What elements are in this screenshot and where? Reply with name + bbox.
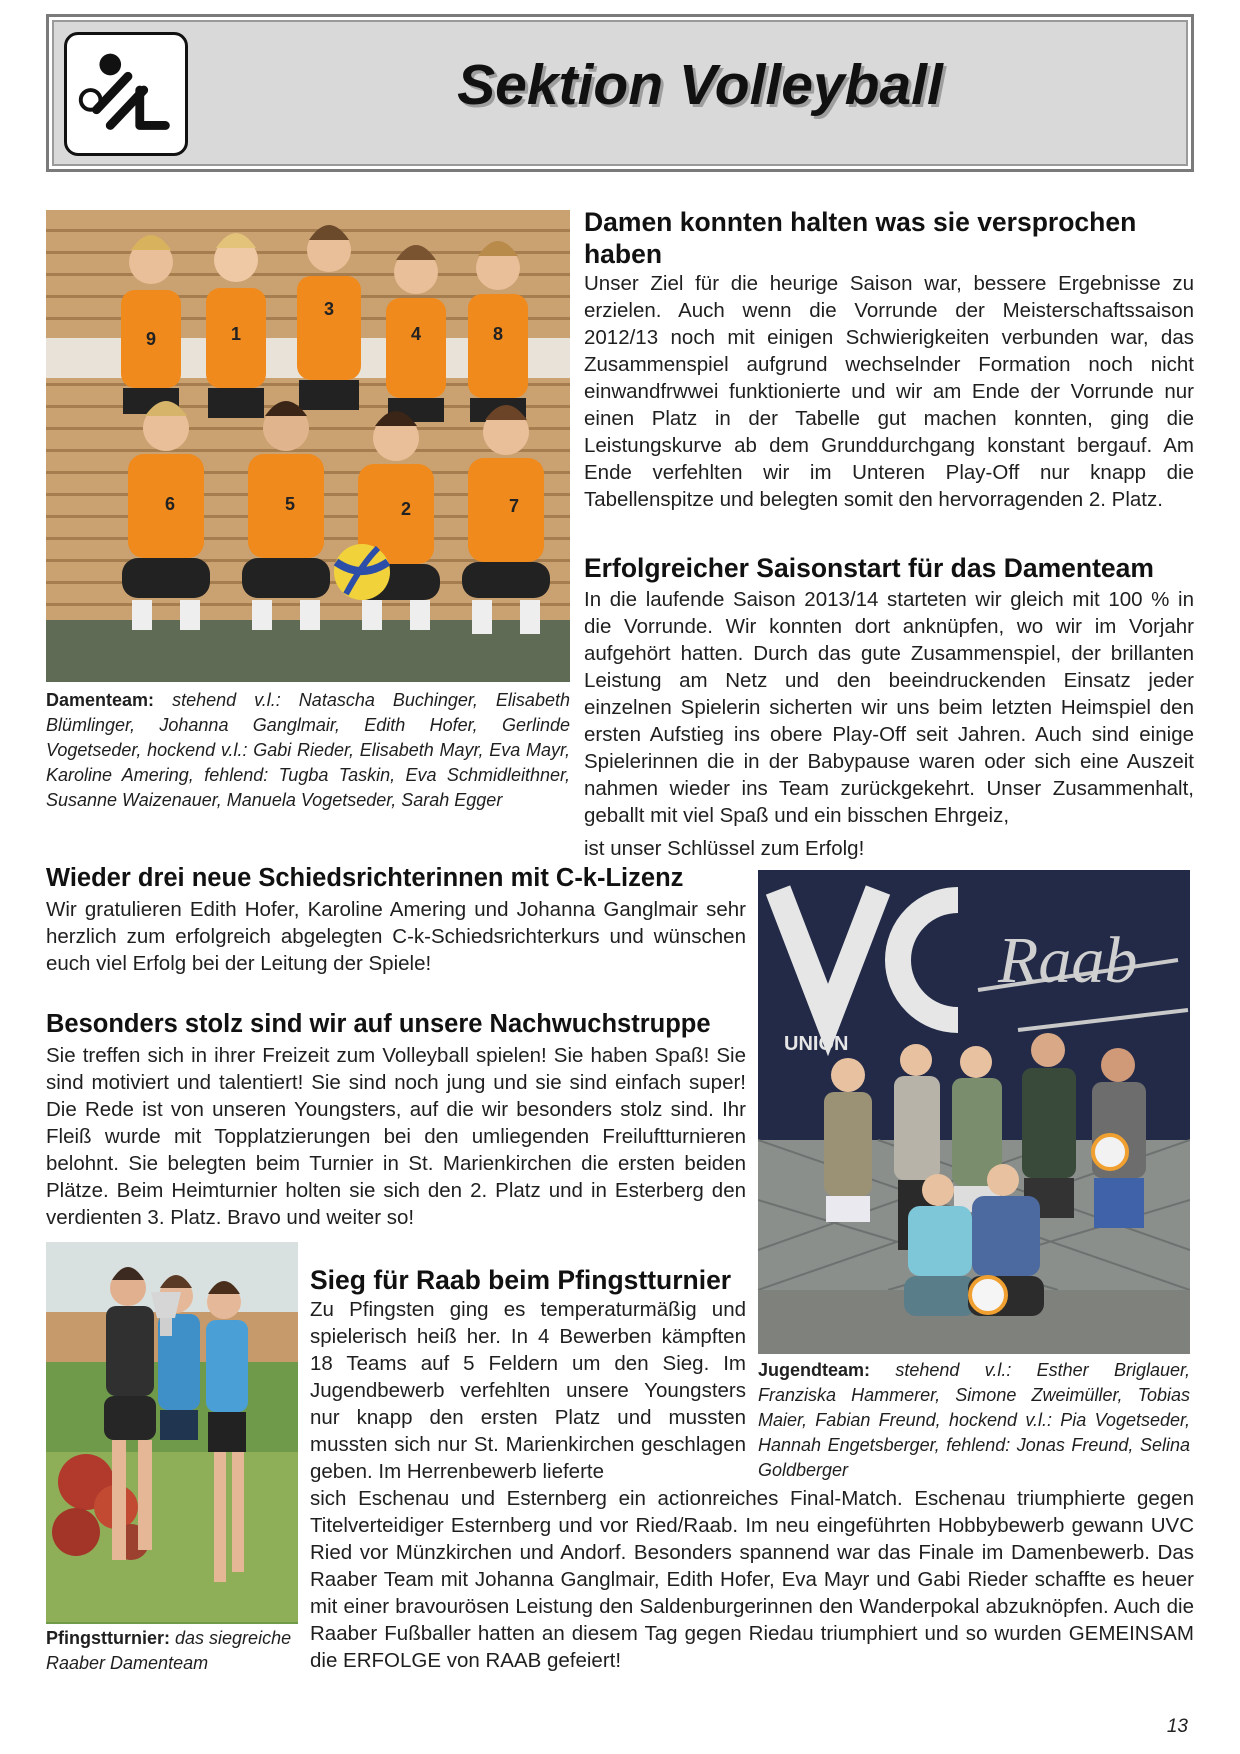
article-title-saisonstart: Erfolgreicher Saisonstart für das Damenteam <box>584 553 1154 583</box>
damenteam-photo <box>46 210 570 682</box>
caption-label: Jugendteam: <box>758 1360 871 1380</box>
page-title: Sektion Volleyball <box>457 53 943 117</box>
article-body-damen: Unser Ziel für die heurige Saison war, bessere Ergebnisse zu erzielen. Auch wenn die Vorrunde der Meisterschaftssaison 2012/13 noch mit einigen Schwierigkeiten verbunden war, das Zusammenspiel aufgrund wechselnder Formation noch nicht einwandfrwwei funktionierte und wir am Ende der Vorrunde nur einen Platz in der Tabelle gut machen konnten, ging die Leistungskurve ab dem Grunddurchgang konstant bergauf. Am Ende verfehlten wir im Unteren Play-Off nur knapp die Tabellenspitze und belegten somit den hervorragenden 2. Platz. <box>584 272 1194 511</box>
volleyball-player-icon <box>64 32 188 156</box>
caption-text: das siegreiche Raaber Damenteam <box>46 1628 292 1673</box>
damenteam-caption <box>46 688 570 813</box>
article-title-schiedsrichter: Wieder drei neue Schiedsrichterinnen mit C-k-Lizenz <box>46 864 684 892</box>
jersey-number: 1 <box>230 324 242 344</box>
article-title-damen: Damen konnten halten was sie versprochen haben <box>584 207 1137 269</box>
jersey-number: 2 <box>400 499 412 519</box>
jersey-number: 7 <box>508 496 520 516</box>
jugendteam-caption <box>758 1358 1190 1483</box>
banner-union-text: UNION <box>784 1033 849 1055</box>
article-body-saisonstart-end: ist unser Schlüssel zum Erfolg! <box>584 837 865 860</box>
article-body-pfingst-narrow: Zu Pfingsten ging es temperaturmäßig und spielerisch heiß her. In 4 Bewerben kämpften 18 Teams auf 5 Feldern um den Sieg. Im Jugendbewerb verfehlten unsere Youngsters nur knapp den ersten Platz und mussten mussten sich nur St. Marienkirchen geschlagen geben. Im Herrenbewerb lieferte <box>310 1298 746 1483</box>
caption-text: stehend v.l.: Esther Briglauer, Franziska Hammerer, Simone Zweimüller, Tobias Maier, Fabian Freund, hockend v.l.: Pia Vogetseder, Hannah Engetsberger, fehlend: Jonas Freund, Selina Goldberger <box>758 1360 1190 1480</box>
banner-vc-text: VC <box>768 870 770 871</box>
article-body-nachwuchs: Sie treffen sich in ihrer Freizeit zum Volleyball spielen! Sie haben Spaß! Sie sind motiviert und talentiert! Sie sind noch jung und sie sind einfach super! Die Rede ist von unseren Youngsters, auf die wir besonders stolz sind. Ihr Fleiß wurde mit Topplatzierungen bei den umliegenden Freiluftturnieren belohnt. Sie belegten beim Turnier in St. Marienkirchen die ersten beiden Plätze. Beim Heimturnier holten sie sich den 2. Platz und in Esterberg den verdienten 3. Platz. Bravo und weiter so! <box>46 1044 746 1229</box>
caption-label: Pfingstturnier: <box>46 1628 170 1648</box>
jersey-number: 5 <box>284 494 296 514</box>
jersey-number: 6 <box>164 494 176 514</box>
caption-label: Damenteam: <box>46 690 155 710</box>
article-body-pfingst-wide: sich Eschenau und Esternberg ein actionreiches Final-Match. Eschenau triumphierte gegen Titelverteidiger Esternberg und vor Ried/Raab. Im neu eingeführten Hobbybewerb gewann UVC Ried vor Münzkirchen und Andorf. Besonders spannend war das Finale im Damenbewerb. Das Raaber Team mit Johanna Ganglmair, Edith Hofer, Eva Mayr und Gabi Rieder schaffte es heuer mit einer bravourösen Leistung den Saldenburgerinnen den Wanderpokal abzuknöpfen. Auch die Raaber Fußballer hatten an diesem Tag gegen Riedau triumphiert und so wurden GEMEINSAM die ERFOLGE von RAAB gefeiert! <box>310 1487 1194 1672</box>
pfingstturnier-caption <box>46 1626 300 1676</box>
page-number: 13 <box>1166 1716 1188 1737</box>
jersey-number: 9 <box>145 329 157 349</box>
jersey-number: 4 <box>410 324 422 344</box>
pfingstturnier-photo <box>46 1242 298 1624</box>
caption-text: stehend v.l.: Natascha Buchinger, Elisabeth Blümlinger, Johanna Ganglmair, Edith Hofer, Gerlinde Vogetseder, hockend v.l.: Gabi Rieder, Elisabeth Mayr, Eva Mayr, Karoline Amering, fehlend: Tugba Taskin, Eva Schmidleithner, Susanne Waizenauer, Manuela Vogetseder, Sarah Egger <box>46 690 570 810</box>
jersey-number: 8 <box>492 324 504 344</box>
article-body-saisonstart: In die laufende Saison 2013/14 starteten wir gleich mit 100 % in die Vorrunde. Wir konnten dort anknüpfen, wo wir im Vorjahr aufgehört hatten. Durch das gute Zusammenspiel, der brillanten Leistung am Netz und den beeindruckenden Einsatz jeder einzelnen Spielerin sicherten wir uns beim letzten Heimspiel den ersten Aufstieg ins obere Play-Off seit Jahren. Auch sind einige Spielerinnen die in der Babypause waren oder sich eine Auszeit nahmen wieder ins Team zurückgekehrt. Unser Zusammenhalt, geballt mit viel Spaß und ein bisschen Ehrgeiz, <box>584 588 1194 827</box>
jersey-number: 3 <box>323 299 335 319</box>
banner-raab-text: Raab <box>998 924 1138 997</box>
article-body-schiedsrichter: Wir gratulieren Edith Hofer, Karoline Amering und Johanna Ganglmair sehr herzlich zum erfolgreich abgelegten C-k-Schiedsrichterkurs und wünschen euch viel Erfolg bei der Leitung der Spiele! <box>46 898 746 975</box>
article-title-nachwuchs: Besonders stolz sind wir auf unsere Nachwuchstruppe <box>46 1010 711 1038</box>
article-title-pfingst: Sieg für Raab beim Pfingstturnier <box>310 1265 732 1295</box>
jugendteam-photo <box>758 870 1190 1354</box>
